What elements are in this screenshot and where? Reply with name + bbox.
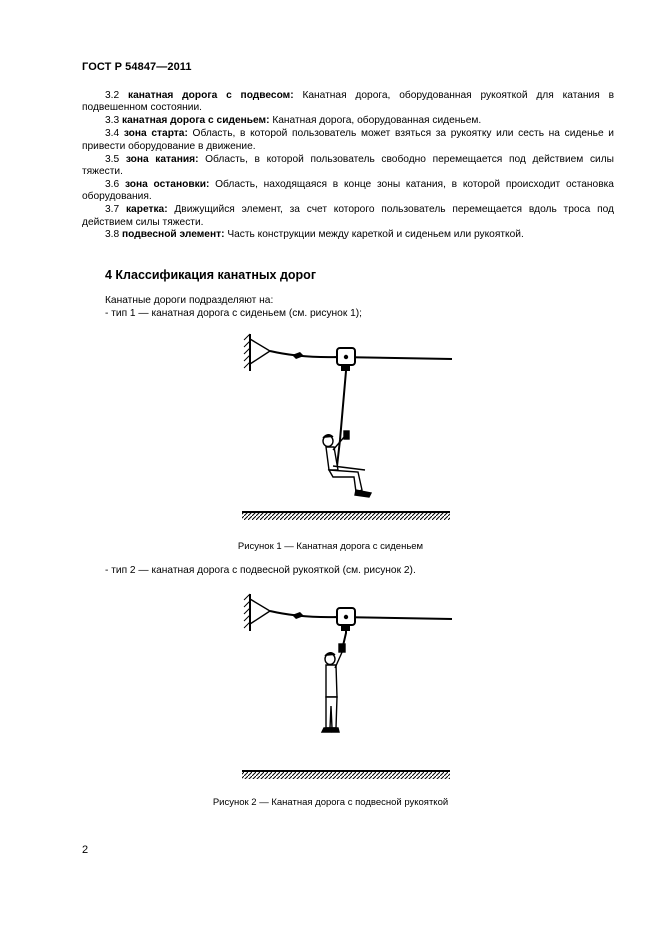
- definition-number: 3.4: [105, 128, 120, 140]
- definition-number: 3.3: [105, 115, 120, 127]
- section-title: 4 Классификация канатных дорог: [105, 268, 317, 282]
- definition-text: Движущийся элемент, за счет которого пользователь перемещается вдоль троса под действием силы тяжести.: [82, 204, 614, 228]
- definition-text: Канатная дорога, оборудованная рукояткой для катания в подвешенном состоянии.: [82, 90, 614, 114]
- definition-term: каретка:: [125, 204, 168, 216]
- suspension-rope: [336, 365, 346, 475]
- trolley: [337, 348, 355, 365]
- figure-1-zipline-seat: [242, 334, 452, 520]
- figure-2-caption: Рисунок 2 — Канатная дорога с подвесной рукояткой: [212, 797, 449, 808]
- wall-anchor: [244, 334, 270, 371]
- definition-text: Область, находящаяся в конце зоны катания, в которой происходит остановка оборудования.: [82, 178, 614, 203]
- hanging-rider: [322, 644, 345, 732]
- definition-number: 3.2: [105, 90, 120, 101]
- definition-text: Область, в которой пользователь может взяться за рукоятку или сесть на сиденье и привести оборудование в движение.: [82, 128, 614, 152]
- intro-text: Канатные дороги подразделяют на:: [105, 295, 274, 306]
- definition-text: Канатная дорога, оборудованная сиденьем.: [269, 115, 482, 127]
- document-header: ГОСТ Р 54847—2011: [82, 61, 192, 73]
- type-1-line: - тип 1 — канатная дорога с сиденьем (см. рисунок 1);: [105, 308, 363, 319]
- definition-number: 3.8: [105, 229, 120, 241]
- ground-hatching: [242, 771, 450, 779]
- trolley: [337, 608, 355, 625]
- figure-2-zipline-handle: [242, 594, 452, 779]
- figure-1-caption: Рисунок 1 — Канатная дорога с сиденьем: [237, 541, 424, 552]
- seated-rider: [323, 431, 371, 497]
- definition-term: зона остановки:: [124, 178, 210, 190]
- page-number: 2: [82, 844, 89, 856]
- wall-anchor: [244, 594, 270, 631]
- definition-number: 3.5: [105, 153, 120, 165]
- definition-term: зона старта:: [123, 128, 188, 140]
- definition-number: 3.7: [105, 204, 120, 216]
- definition-term: канатная дорога с сиденьем:: [122, 115, 270, 127]
- definition-term: канатная дорога с подвесом:: [128, 90, 294, 101]
- definition-text: Часть конструкции между кареткой и сиденьем или рукояткой.: [224, 229, 524, 241]
- definition-text: Область, в которой пользователь свободно перемещается под действием силы тяжести.: [82, 153, 614, 177]
- definition-number: 3.6: [105, 178, 120, 190]
- definition-term: подвесной элемент:: [122, 229, 225, 241]
- ground-hatching: [242, 512, 450, 520]
- type-2-line: - тип 2 — канатная дорога с подвесной рукояткой (см. рисунок 2).: [105, 565, 416, 576]
- definition-term: зона катания:: [125, 153, 199, 165]
